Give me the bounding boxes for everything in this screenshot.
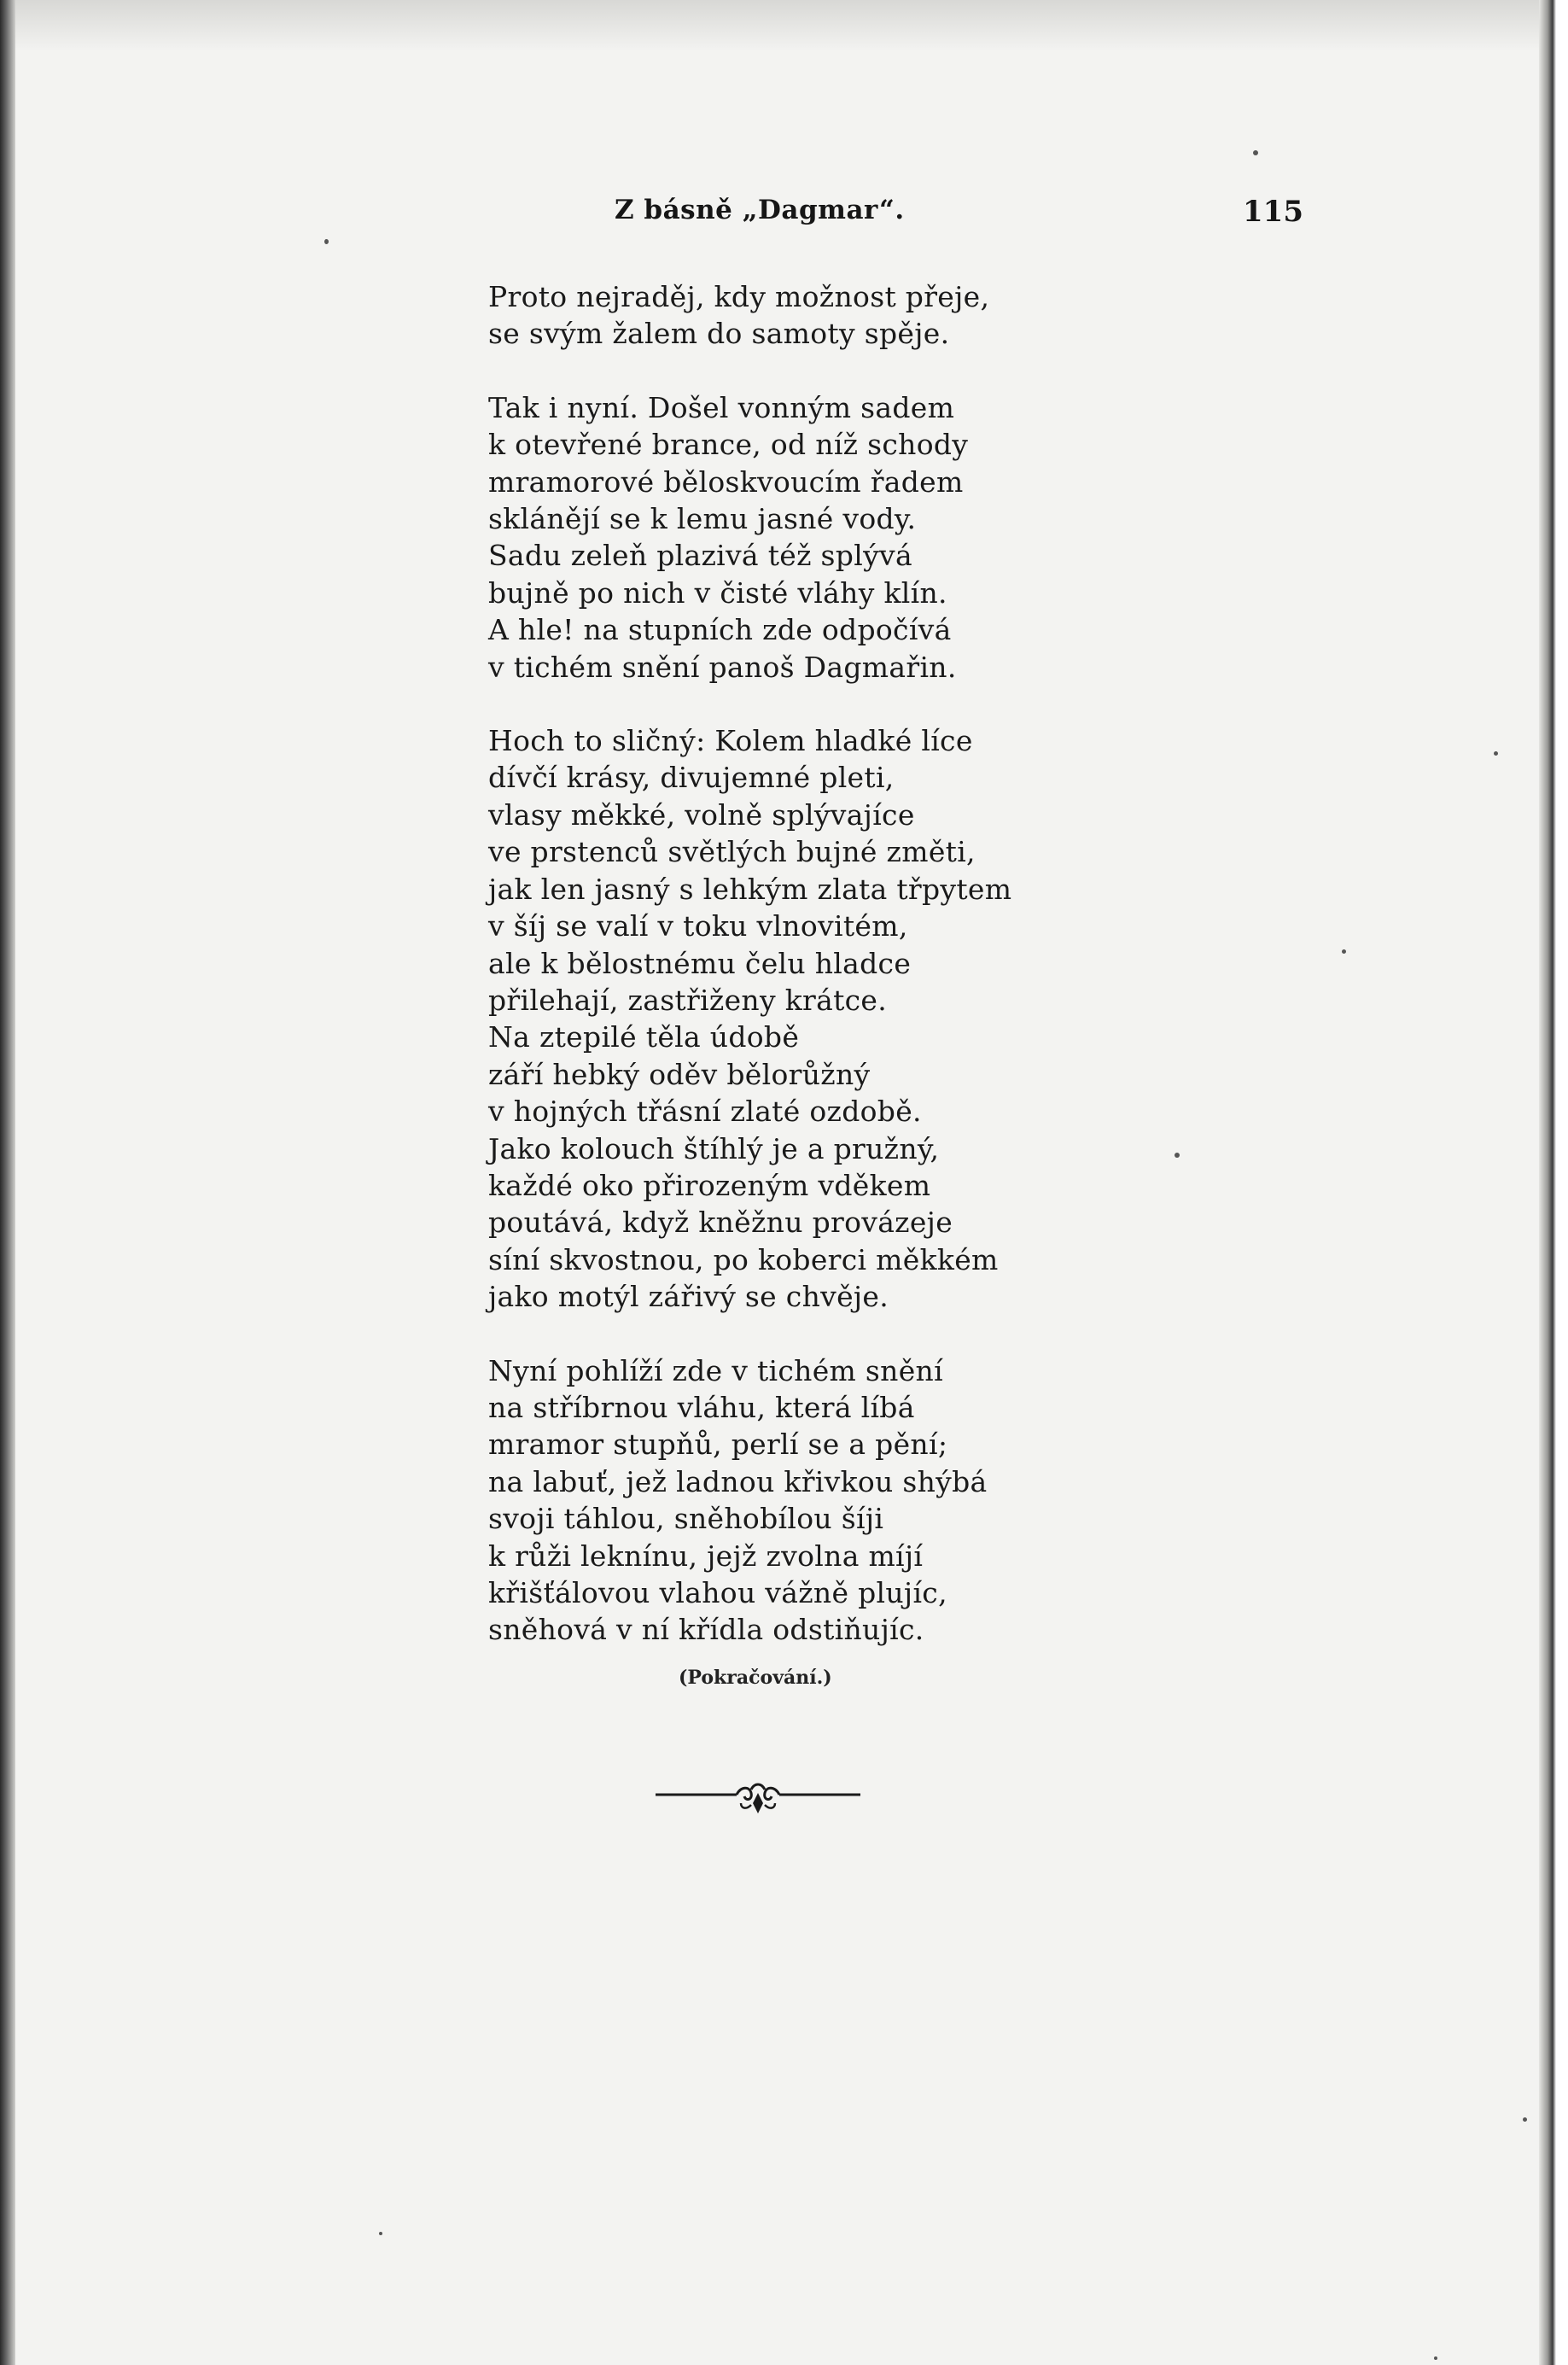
- stanza: [488, 722, 1103, 1316]
- verse-line: Proto nejraděj, kdy možnost přeje,: [488, 280, 990, 313]
- verse-line: v tichém snění panoš Dagmařin.: [488, 650, 957, 684]
- verse-line: poutává, když kněžnu provázeje: [488, 1206, 953, 1240]
- verse-line: mramorové běloskvoucím řadem: [488, 464, 964, 499]
- verse-line: Hoch to sličný: Kolem hladké líce: [488, 724, 973, 758]
- scan-speck: [1523, 2117, 1527, 2122]
- verse-line: se svým žalem do samoty spěje.: [488, 317, 950, 351]
- verse-line: k růži leknínu, jejž zvolna míjí: [488, 1539, 924, 1573]
- stanza: [488, 389, 1103, 686]
- scan-speck: [1175, 1153, 1180, 1158]
- verse-line: na labuť, jež ladnou křivkou shýbá: [488, 1464, 988, 1498]
- verse-line: v hojných třásní zlaté ozdobě.: [488, 1095, 922, 1129]
- verse-line: září hebký oděv bělorůžný: [488, 1057, 871, 1091]
- top-shadow: [0, 0, 1568, 51]
- verse-line: k otevřené brance, od níž schody: [488, 428, 969, 462]
- verse-line: sklánějí se k lemu jasné vody.: [488, 502, 917, 536]
- verse-line: na stříbrnou vláhu, která líbá: [488, 1390, 915, 1424]
- verse-line: jako motýl zářivý se chvěje.: [488, 1280, 889, 1314]
- verse-line: mramor stupňů, perlí se a pění;: [488, 1428, 948, 1462]
- verse-line: jak len jasný s lehkým zlata třpytem: [488, 872, 1012, 906]
- verse-line: Na ztepilé těla údobě: [488, 1020, 800, 1054]
- stanza: [488, 278, 1103, 353]
- scan-speck: [1342, 949, 1346, 954]
- verse-line: Sadu zeleň plazivá též splývá: [488, 539, 912, 573]
- scan-speck: [1434, 2356, 1437, 2360]
- verse-line: Tak i nyní. Došel vonným sadem: [488, 390, 955, 424]
- page-edge: [1539, 0, 1568, 2365]
- verse-line: bujně po nich v čisté vláhy klín.: [488, 575, 947, 610]
- verse-line: každé oko přirozeným vděkem: [488, 1168, 931, 1202]
- verse-line: Nyní pohlíží zde v tichém snění: [488, 1353, 943, 1387]
- verse-line: křišťálovou vlahou vážně plujíc,: [488, 1576, 947, 1609]
- stanza: [488, 1352, 1103, 1649]
- running-title: Z básně „Dagmar“.: [615, 195, 905, 225]
- verse-line: Jako kolouch štíhlý je a pružný,: [488, 1131, 940, 1165]
- verse-line: v šíj se valí v toku vlnovitém,: [488, 909, 908, 943]
- verse-line: vlasy měkké, volně splývajíce: [488, 797, 915, 832]
- verse-line: dívčí krásy, divujemné pleti,: [488, 761, 895, 795]
- binding-edge: [0, 0, 15, 2365]
- scan-speck: [379, 2232, 382, 2235]
- verse-line: A hle! na stupních zde odpočívá: [488, 613, 952, 647]
- fleuron-icon: [656, 1776, 860, 1819]
- scan-speck: [324, 239, 329, 244]
- verse-line: ve prstenců světlých bujné změti,: [488, 835, 976, 869]
- scan-speck: [1253, 150, 1258, 155]
- verse-line: síní skvostnou, po koberci měkkém: [488, 1242, 999, 1276]
- continuation-note: (Pokračování.): [679, 1667, 832, 1689]
- verse-line: přilehají, zastřiženy krátce.: [488, 983, 888, 1017]
- scan-speck: [1494, 751, 1498, 756]
- verse-line: ale k bělostnému čelu hladce: [488, 946, 912, 980]
- verse-line: svoji táhlou, sněhobílou šíji: [488, 1502, 884, 1536]
- poem-body: [488, 278, 1103, 1685]
- verse-line: sněhová v ní křídla odstiňujíc.: [488, 1613, 924, 1647]
- page-number: 115: [1243, 195, 1303, 229]
